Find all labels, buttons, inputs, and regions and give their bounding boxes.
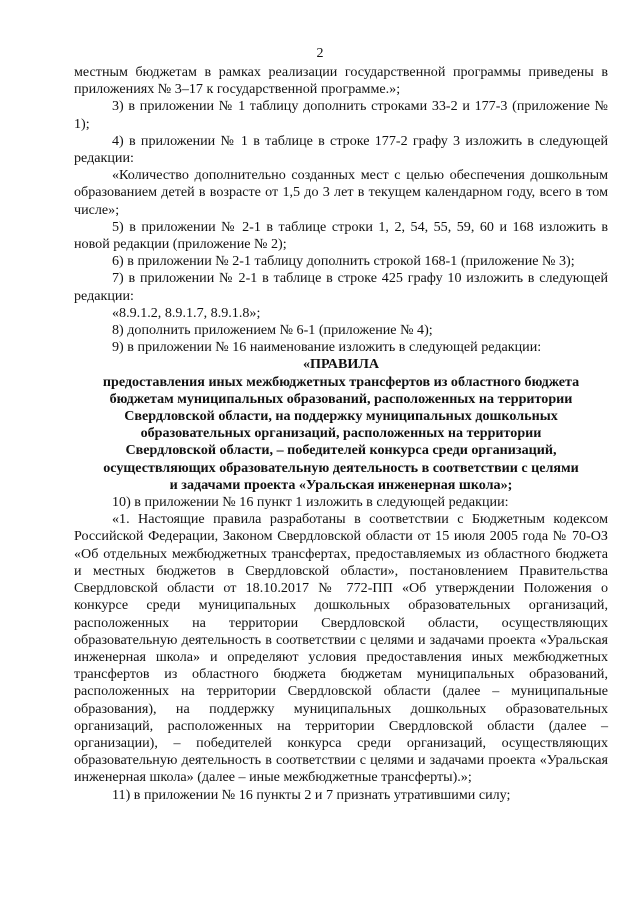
rules-title-line: Свердловской области, – победителей конкурса среди организаций, xyxy=(125,442,557,459)
item-9: 9) в приложении № 16 наименование изложить в следующей редакции: xyxy=(112,339,542,356)
item-4-quote: «Количество дополнительно созданных мест с целью обеспечения дошкольным образованием детей в возрасте от 1,5 до 3 лет в текущем календарном году, всего в том числе»; xyxy=(74,167,608,218)
item-10: 10) в приложении № 16 пункт 1 изложить в следующей редакции: xyxy=(112,494,509,511)
document-body xyxy=(74,64,608,804)
rules-title-line: бюджетам муниципальных образований, расположенных на территории xyxy=(109,390,573,407)
rules-title xyxy=(74,356,608,494)
item-11: 11) в приложении № 16 пункты 2 и 7 признать утратившими силу; xyxy=(112,786,511,803)
rules-title-line: и задачами проекта «Уральская инженерная школа»; xyxy=(169,476,513,493)
item-6: 6) в приложении № 2-1 таблицу дополнить строкой 168-1 (приложение № 3); xyxy=(112,253,575,270)
paragraph-continuation: местным бюджетам в рамках реализации государственной программы приведены в приложениях № 3–17 к государственной программе.»; xyxy=(74,64,608,98)
item-10-quote: «1. Настоящие правила разработаны в соответствии с Бюджетным кодексом Российской Федерации, Законом Свердловской области от 15 июля 2005 года № 70-ОЗ «Об отдельных межбюджетных трансфертах, предоставляемых из областного бюджета и местных бюджетов в Свердловской области», постановлением Правительства Свердловской области от 18.10.2017 № 772-ПП «Об утверждении Положения о конкурсе среди муниципальных дошкольных образовательных организаций, расположенных на территории Свердловской области, осуществляющих образовательную деятельность в соответствии с целями и задачами проекта «Уральская инженерная школа» и определяют условия предоставления иных межбюджетных трансфертов из областного бюджета бюджетам муниципальных образований, расположенных на территории Свердловской области (далее – муниципальные образования), на поддержку муниципальных дошкольных образовательных организаций, расположенных на территории Свердловской области (далее – организации), – победителей конкурса среди организаций, осуществляющих образовательную деятельность в соответствии с целями и задачами проекта «Уральская инженерная школа» (далее – иные межбюджетные трансферты).»; xyxy=(74,511,608,786)
rules-heading: «ПРАВИЛА xyxy=(302,356,380,373)
item-8: 8) дополнить приложением № 6-1 (приложение № 4); xyxy=(112,322,433,339)
rules-title-line: осуществляющих образовательную деятельность в соответствии с целями xyxy=(103,459,579,476)
item-7: 7) в приложении № 2-1 в таблице в строке 425 графу 10 изложить в следующей редакции: xyxy=(74,270,608,304)
item-5: 5) в приложении № 2-1 в таблице строки 1, 2, 54, 55, 59, 60 и 168 изложить в новой редакции (приложение № 2); xyxy=(74,218,608,253)
item-3: 3) в приложении № 1 таблицу дополнить строками 33-2 и 177-3 (приложение № 1); xyxy=(74,98,608,132)
rules-title-line: образовательных организаций, расположенных на территории xyxy=(140,425,542,442)
page-number: 2 xyxy=(316,46,324,61)
item-4: 4) в приложении № 1 в таблице в строке 177-2 графу 3 изложить в следующей редакции: xyxy=(74,132,608,167)
rules-title-line: Свердловской области, на поддержку муниципальных дошкольных xyxy=(124,408,558,425)
rules-title-line: предоставления иных межбюджетных трансфертов из областного бюджета xyxy=(102,373,580,390)
item-7-quote: «8.9.1.2, 8.9.1.7, 8.9.1.8»; xyxy=(112,304,261,321)
